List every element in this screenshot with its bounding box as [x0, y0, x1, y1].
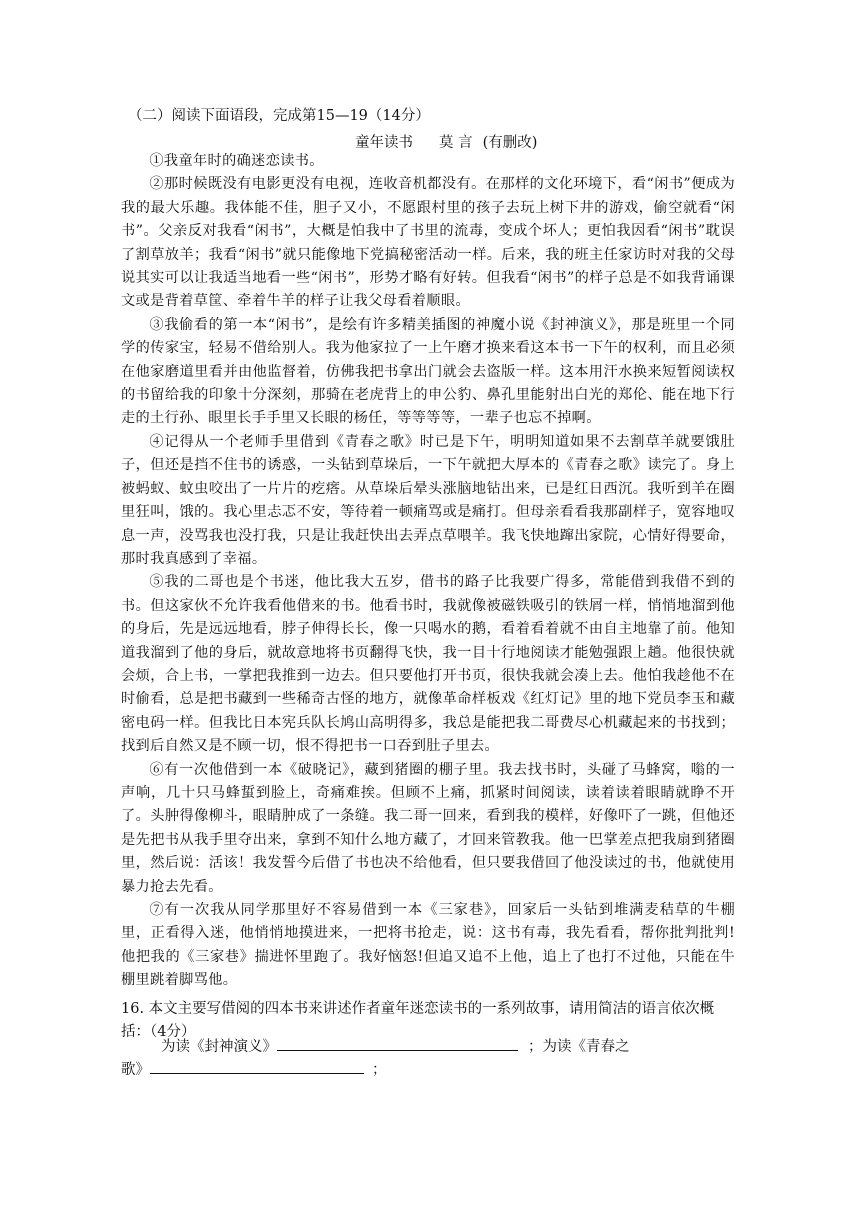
section-heading: （二）阅读下面语段，完成第15—19（14分） [128, 108, 430, 124]
essay-title-line [355, 131, 537, 152]
answer-blank-2[interactable] [150, 1059, 364, 1074]
paragraph-5: ⑤我的二哥也是个书迷，他比我大五岁，借书的路子比我要广得多，常能借到我借不到的书。但这家伙不允许我看他借来的书。他看书时，我就像被磁铁吸引的铁屑一样，悄悄地溜到他的身后，先是远远地看，脖子伸得长长，像一只喝水的鹅，看着看着就不由自主地靠了前。他知道我溜到了他的身后，就故意地将书页翻得飞快，我一目十行地阅读才能勉强跟上趟。他很快就会烦，合上书，一掌把我推到一边去。但只要他打开书页，很快我就会凑上去。他怕我趁他不在时偷看，总是把书藏到一些稀奇古怪的地方，就像革命样板戏《红灯记》里的地下党员李玉和藏密电码一样。但我比日本宪兵队长鸠山高明得多，我总是能把我二哥费尽心机藏起来的书找到；找到后自然又是不顾一切，恨不得把书一口吞到肚子里去。 [121, 574, 735, 755]
answer-suffix: ； [372, 1062, 387, 1078]
paragraph-7: ⑦有一次我从同学那里好不容易借到一本《三家巷》，回家后一头钻到堆满麦秸草的牛棚里，正看得入迷，他悄悄地摸进来，一把将书抢走，说：这书有毒，我先看看，帮你批判批判!他把我的《三家巷》揣进怀里跑了。我好恼怒!但追又追不上他，追上了也打不过他，只能在牛棚里跳着脚骂他。 [121, 902, 735, 989]
answer-line-1 [121, 1036, 630, 1059]
essay-body [121, 150, 735, 993]
essay-title: 童年读书 [355, 135, 413, 151]
essay-author: 莫 言 [439, 135, 473, 151]
answer-prefix-2: 歌》 [121, 1062, 150, 1078]
paragraph-4: ④记得从一个老师手里借到《青春之歌》时已是下午，明明知道如果不去割草羊就要饿肚子，但还是挡不住书的诱惑，一头钻到草垛后，一下午就把大厚本的《青春之歌》读完了。身上被蚂蚁、蚊虫咬出了一片片的疙瘩。从草垛后晕头涨脑地钻出来，已是红日西沉。我听到羊在圈里狂叫，饿的。我心里忐忑不安，等待着一顿痛骂或是痛打。但母亲看看我那副样子，宽容地叹息一声，没骂我也没打我，只是让我赶快出去弄点草喂羊。我飞快地蹿出家院，心情好得要命，那时我真感到了幸福。 [121, 433, 735, 567]
essay-note: (有删改) [482, 135, 538, 151]
answer-blank-1[interactable] [277, 1036, 518, 1051]
paragraph-2: ②那时候既没有电影更没有电视，连收音机都没有。在那样的文化环境下，看“闲书”便成为我的最大乐趣。我体能不佳，胆子又小，不愿跟村里的孩子去玩上树下井的游戏，偷空就看“闲书”。父亲反对我看“闲书”，大概是怕我中了书里的流毒，变成个坏人；更怕我因看“闲书”耽误了割草放羊；我看“闲书”就只能像地下党搞秘密活动一样。后来，我的班主任家访时对我的父母说其实可以让我适当地看一些“闲书”，形势才略有好转。但我看“闲书”的样子总是不如我背诵课文或是背着草筐、牵着牛羊的样子让我父母看着顺眼。 [121, 176, 735, 310]
paragraph-6: ⑥有一次他借到一本《破晓记》，藏到猪圈的棚子里。我去找书时，头碰了马蜂窝，嗡的一声响，几十只马蜂蜇到脸上，奇痛难挨。但顾不上痛，抓紧时间阅读，读着读着眼睛就睁不开了。头肿得像柳斗，眼睛肿成了一条缝。我二哥一回来，看到我的模样，好像吓了一跳，但他还是先把书从我手里夺出来，拿到不知什么地方藏了，才回来管教我。他一巴掌差点把我扇到猪圈里，然后说：活该！我发誓今后借了书也决不给他看，但只要我借回了他没读过的书，他就使用暴力抢去先看。 [121, 761, 735, 895]
paragraph-3: ③我偷看的第一本“闲书”，是绘有许多精美插图的神魔小说《封神演义》，那是班里一个同学的传家宝，轻易不借给别人。我为他家拉了一上午磨才换来看这本书一下午的权利，而且必须在他家磨道里看并由他监督着，仿佛我把书拿出门就会去盗版一样。这本用汗水换来短暂阅读权的书留给我的印象十分深刻，那骑在老虎背上的申公豹、鼻孔里能射出白光的郑伦、能在地下行走的土行孙、眼里长手手里又长眼的杨任，等等等等，一辈子也忘不掉啊。 [121, 316, 735, 427]
paragraph-1: ①我童年时的确迷恋读书。 [149, 153, 324, 169]
answer-line-2 [121, 1059, 387, 1082]
answer-prefix-1: 为读《封神演义》 [161, 1039, 277, 1055]
question-text: 16. 本文主要写借阅的四本书来讲述作者童年迷恋读书的一系列故事，请用简洁的语言依次概括：（4分） [121, 1001, 715, 1040]
answer-middle: ；为读《青春之 [528, 1039, 630, 1055]
